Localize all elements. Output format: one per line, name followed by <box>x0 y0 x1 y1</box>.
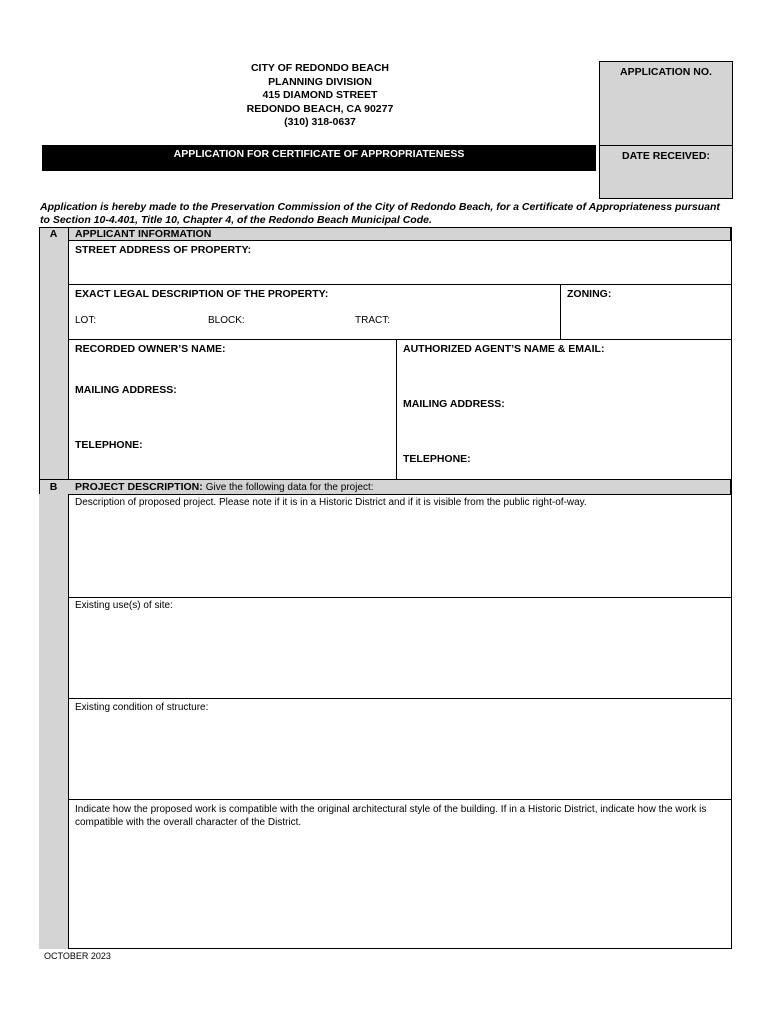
agency-city: REDONDO BEACH, CA 90277 <box>246 102 394 115</box>
right-border <box>731 227 732 949</box>
section-a-title: APPLICANT INFORMATION <box>75 228 212 240</box>
section-b-title: PROJECT DESCRIPTION: <box>75 481 203 493</box>
application-no-box <box>599 61 733 146</box>
zoning-field[interactable]: ZONING: <box>567 288 612 300</box>
agent-name-email-field[interactable]: AUTHORIZED AGENT’S NAME & EMAIL: <box>403 343 605 355</box>
street-address-field[interactable]: STREET ADDRESS OF PROPERTY: <box>75 244 252 256</box>
compatibility-field[interactable]: Indicate how the proposed work is compatible with the original architectural style of the building. If in a Historic District, indicate how the work is compatible with the overall character of the District. <box>75 804 707 828</box>
section-b-letter: B <box>49 481 58 493</box>
agency-street: 415 DIAMOND STREET <box>262 89 378 102</box>
section-a-margin <box>39 240 68 479</box>
date-received-label: DATE RECEIVED: <box>622 150 710 162</box>
intro-paragraph: Application is hereby made to the Preservation Commission of the City of Redondo Beach, for a Certificate of Appropriateness pursuant to Section 10-4.401, Title 10, Chapter 4, of the Redondo Beach Municipal Code. <box>40 201 720 226</box>
agent-telephone-field[interactable]: TELEPHONE: <box>403 453 471 465</box>
owner-agent-divider <box>396 339 397 479</box>
date-received-box <box>599 145 733 199</box>
project-description-field[interactable]: Description of proposed project. Please note if it is in a Historic District and if it is visible from the public right-of-way. <box>75 497 587 508</box>
owner-mailing-address-field[interactable]: MAILING ADDRESS: <box>75 384 177 396</box>
owner-name-field[interactable]: RECORDED OWNER’S NAME: <box>75 343 226 355</box>
row-divider <box>68 597 731 598</box>
existing-condition-field[interactable]: Existing condition of structure: <box>75 702 209 713</box>
agency-name: CITY OF REDONDO BEACH <box>250 62 390 74</box>
section-a-left-border <box>39 227 40 479</box>
row-divider <box>68 284 731 285</box>
legal-description-field[interactable]: EXACT LEGAL DESCRIPTION OF THE PROPERTY: <box>75 288 329 300</box>
tract-field[interactable]: TRACT: <box>355 315 390 326</box>
column-divider <box>68 227 69 949</box>
section-a-letter: A <box>49 228 58 240</box>
bottom-border <box>68 948 732 949</box>
form-title: APPLICATION FOR CERTIFICATE OF APPROPRIATENESS <box>42 145 596 171</box>
agent-mailing-address-field[interactable]: MAILING ADDRESS: <box>403 398 505 410</box>
row-divider <box>68 799 731 800</box>
block-field[interactable]: BLOCK: <box>208 315 245 326</box>
footer-date: OCTOBER 2023 <box>44 951 111 961</box>
row-divider <box>68 698 731 699</box>
section-b-title-note: Give the following data for the project: <box>205 482 374 493</box>
row-divider <box>68 339 731 340</box>
section-b-margin <box>39 494 68 949</box>
lot-field[interactable]: LOT: <box>75 315 97 326</box>
existing-uses-field[interactable]: Existing use(s) of site: <box>75 600 173 611</box>
agency-header <box>180 62 460 130</box>
zoning-divider <box>560 284 561 339</box>
section-b-title-wrap <box>75 481 374 493</box>
agency-division: PLANNING DIVISION <box>268 75 372 88</box>
agency-phone: (310) 318-0637 <box>284 116 356 129</box>
owner-telephone-field[interactable]: TELEPHONE: <box>75 439 143 451</box>
application-no-label: APPLICATION NO. <box>620 66 712 78</box>
